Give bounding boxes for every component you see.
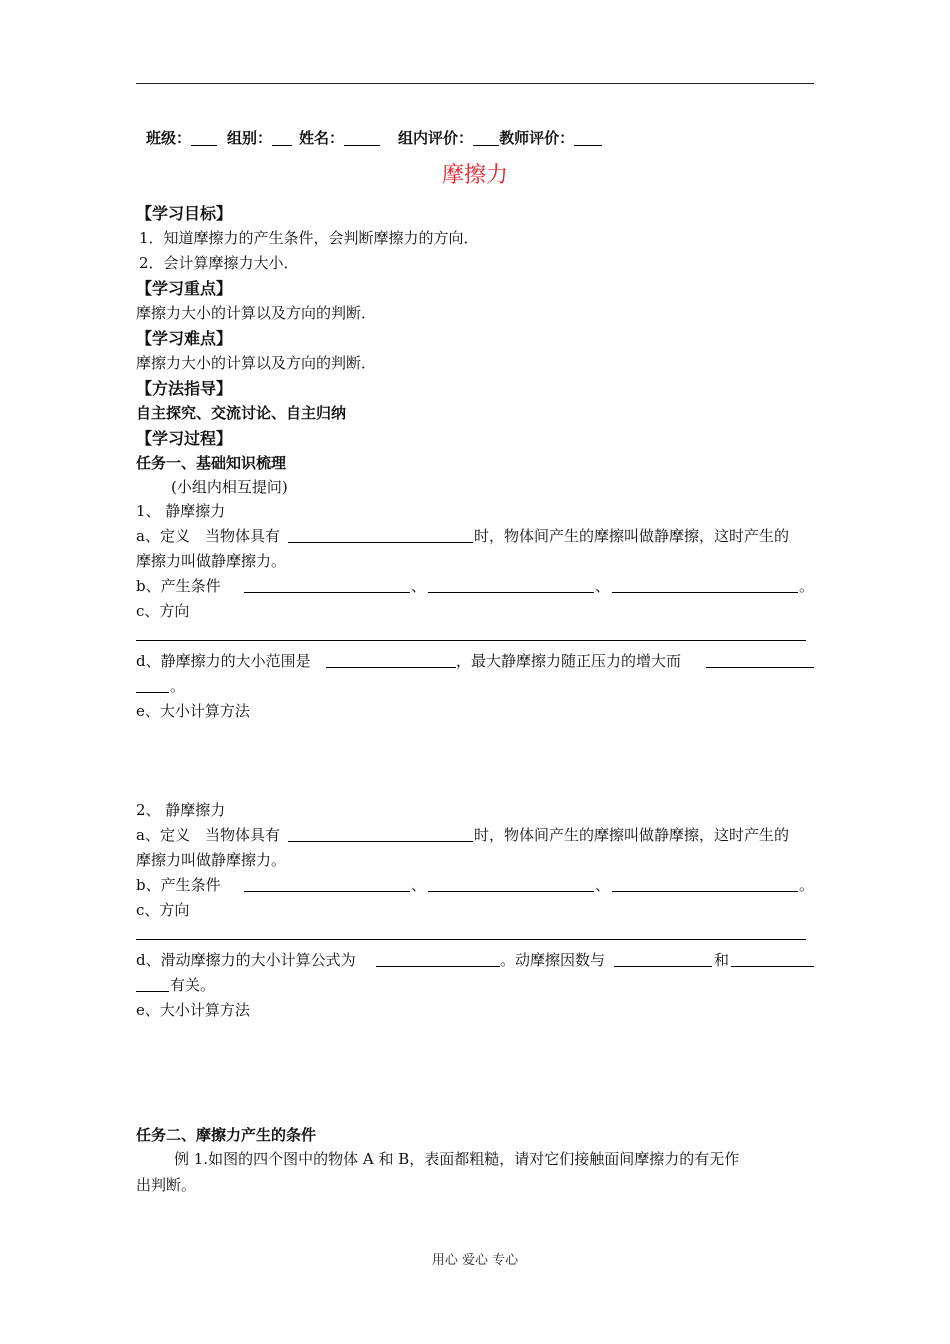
sec1-cond-end: 。 — [799, 577, 815, 595]
sec2-title: 2、 静摩擦力 — [136, 801, 226, 819]
difficulties-text: 摩擦力大小的计算以及方向的判断． — [136, 354, 377, 372]
sec2-cond-blank-3[interactable] — [612, 891, 798, 892]
sec2-def-line2: 摩擦力叫做静摩擦力。 — [136, 851, 287, 869]
key-points-text: 摩擦力大小的计算以及方向的判断． — [136, 304, 377, 322]
sec2-def-prefix: a、定义 当物体具有 — [136, 826, 280, 844]
sec2-cond-blank-1[interactable] — [244, 891, 410, 892]
sec2-formula-mid: 。动摩擦因数与 — [500, 951, 606, 969]
sec2-cond-label: b、产生条件 — [136, 876, 221, 894]
page-title: 摩擦力 — [441, 163, 508, 188]
sec2-dir-label: c、方向 — [136, 901, 190, 919]
page-footer: 用心 爱心 专心 — [431, 1253, 519, 1268]
sec1-range-end: 。 — [170, 677, 186, 695]
task1-note: (小组内相互提问) — [171, 478, 288, 496]
process-heading: 【学习过程】 — [136, 429, 233, 448]
sec2-formula-and: 和 — [714, 951, 730, 969]
sec1-cond-blank-2[interactable] — [428, 592, 594, 593]
sec1-def-suffix: 时，物体间产生的摩擦叫做静摩擦，这时产生的 — [474, 527, 790, 545]
sec1-trend-blank[interactable] — [706, 667, 814, 668]
sec2-cond-blank-2[interactable] — [428, 891, 594, 892]
sec2-def-suffix: 时，物体间产生的摩擦叫做静摩擦，这时产生的 — [474, 826, 790, 844]
goal-item-2: 2．会计算摩擦力大小． — [139, 254, 299, 272]
sec1-def-line2: 摩擦力叫做静摩擦力。 — [136, 552, 287, 570]
name-blank[interactable] — [344, 131, 380, 146]
sec2-formula-prefix: d、滑动摩擦力的大小计算公式为 — [136, 951, 356, 969]
sec1-trend-blank-cont[interactable] — [136, 692, 169, 693]
sec2-factor-blank-1[interactable] — [614, 966, 712, 967]
teacher-eval-label: 教师评价： — [499, 129, 575, 147]
sec1-cond-sep-1: 、 — [411, 577, 427, 595]
group-label: 组别： — [227, 129, 273, 147]
group-blank[interactable] — [272, 131, 292, 146]
sec1-range-prefix: d、静摩擦力的大小范围是 — [136, 652, 311, 670]
sec2-dir-blank[interactable] — [136, 939, 806, 940]
key-points-heading: 【学习重点】 — [136, 279, 233, 298]
sec1-cond-blank-3[interactable] — [612, 592, 798, 593]
sec2-formula-end: 有关。 — [170, 976, 216, 994]
sec1-range-blank[interactable] — [326, 667, 456, 668]
sec1-cond-label: b、产生条件 — [136, 577, 221, 595]
sec2-calc-label: e、大小计算方法 — [136, 1001, 250, 1019]
sec2-cond-sep-1: 、 — [411, 876, 427, 894]
task1-title: 任务一、基础知识梳理 — [136, 454, 287, 472]
sec2-cond-end: 。 — [799, 876, 815, 894]
class-blank[interactable] — [191, 131, 217, 146]
sec1-title: 1、 静摩擦力 — [136, 502, 226, 520]
sec2-formula-blank[interactable] — [376, 966, 500, 967]
method-text: 自主探究、交流讨论、自主归纳 — [136, 404, 347, 422]
method-heading: 【方法指导】 — [136, 379, 233, 398]
teacher-eval-blank[interactable] — [574, 131, 602, 146]
sec1-def-blank[interactable] — [288, 542, 473, 543]
group-eval-label: 组内评价： — [398, 129, 474, 147]
sec1-cond-blank-1[interactable] — [244, 592, 410, 593]
name-label: 姓名： — [299, 129, 345, 147]
task2-title: 任务二、摩擦力产生的条件 — [136, 1126, 317, 1144]
sec2-factor-blank-2-cont[interactable] — [136, 991, 169, 992]
sec2-cond-sep-2: 、 — [595, 876, 611, 894]
sec1-range-mid: ，最大静摩擦力随正压力的增大而 — [456, 652, 682, 670]
sec1-cond-sep-2: 、 — [595, 577, 611, 595]
sec1-dir-label: c、方向 — [136, 602, 190, 620]
sec2-def-blank[interactable] — [288, 841, 473, 842]
sec2-factor-blank-2[interactable] — [731, 966, 814, 967]
task2-example-line2: 出判断。 — [136, 1176, 197, 1194]
sec1-def-prefix: a、定义 当物体具有 — [136, 527, 280, 545]
sec1-calc-label: e、大小计算方法 — [136, 702, 250, 720]
class-label: 班级： — [146, 129, 192, 147]
sec1-dir-blank[interactable] — [136, 640, 806, 641]
group-eval-blank[interactable] — [473, 131, 499, 146]
task2-example-line1: 例 1.如图的四个图中的物体 A 和 B，表面都粗糙，请对它们接触面间摩擦力的有无作 — [174, 1150, 740, 1168]
goals-heading: 【学习目标】 — [136, 204, 233, 223]
goal-item-1: 1．知道摩擦力的产生条件，会判断摩擦力的方向． — [139, 229, 479, 247]
difficulties-heading: 【学习难点】 — [136, 329, 233, 348]
header-rule — [136, 83, 814, 84]
student-info-row — [146, 127, 602, 148]
